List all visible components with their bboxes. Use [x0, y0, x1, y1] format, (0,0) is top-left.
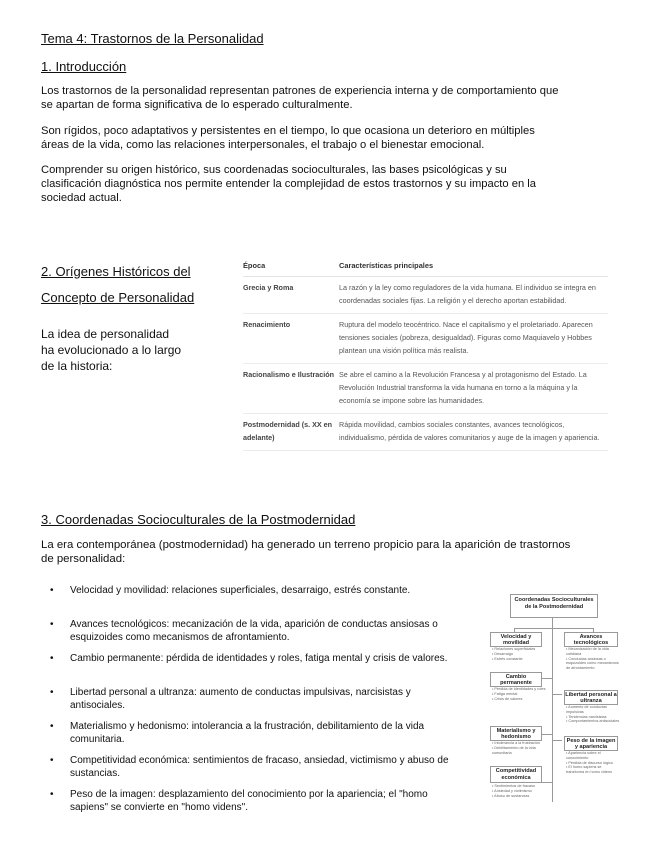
diagram-node-items: • Aumento de conductas impulsivas • Tendencias narcisistas • Comportamientos antisociales: [566, 705, 620, 724]
table-cell-desc: Rápida movilidad, cambios sociales constantes, avances tecnológicos, individualismo, pérdida de valores comunitarios y auge de la imagen y apariencia.: [339, 414, 608, 451]
table-row: [243, 414, 608, 451]
table-cell-epoch: Renacimiento: [243, 314, 339, 364]
bullet-icon: •: [50, 687, 54, 698]
table-row: [243, 364, 608, 414]
table-row: [243, 277, 608, 314]
diagram-node-items: • Relaciones superficiales • Desarraigo • Estrés constante: [492, 647, 536, 661]
history-table: [243, 258, 608, 451]
intro-paragraph-3: Comprender su origen histórico, sus coordenadas socioculturales, las bases psicológicas y su clasificación diagnóstica nos permite entender la complejidad de estos trastornos y su impacto en la sociedad actual.: [41, 164, 537, 204]
intro-paragraph-2: Son rígidos, poco adaptativos y persistentes en el tiempo, lo que ocasiona un deterioro en múltiples áreas de la vida, como las relaciones interpersonales, el trabajo o el bienestar emocional.: [41, 125, 535, 151]
diagram-node: Avances tecnológicos: [564, 632, 618, 647]
diagram-node: Cambio permanente: [490, 672, 542, 687]
bullet-icon: •: [50, 755, 54, 766]
section-2-intro: La idea de personalidad ha evolucionado a lo largo de la historia:: [41, 327, 182, 373]
sociocultural-diagram: [486, 590, 620, 820]
section-3-heading: 3. Coordenadas Socioculturales de la Postmodernidad: [41, 512, 356, 527]
diagram-node: Materialismo y hedonismo: [490, 726, 542, 741]
diagram-node-items: • Mecanización de la vida cotidiana • Conductas ansiosas o esquizoides como mecanismos de afrontamiento: [566, 647, 619, 671]
intro-paragraph-1: Los trastornos de la personalidad representan patrones de experiencia interna y de comportamiento que se apartan de forma significativa de lo esperado culturalmente.: [41, 85, 559, 111]
diagram-node-items: • Intolerancia a la frustración • Debilitamiento de la vida comunitaria: [492, 741, 540, 755]
diagram-node: Peso de la imagen y apariencia: [564, 736, 618, 751]
table-header-characteristics: Características principales: [339, 258, 608, 277]
diagram-node: Competitividad económica: [490, 766, 542, 783]
diagram-node-items: • Apariencia sobre el conocimiento • Pérdida de discurso lógico • El homo sapiens se transforma en homo videns: [566, 751, 613, 775]
bullet-icon: •: [50, 585, 54, 596]
section-3-intro: La era contemporánea (postmodernidad) ha generado un terreno propicio para la aparición de trastornos de personalidad:: [41, 539, 571, 565]
page-title: Tema 4: Trastornos de la Personalidad: [41, 31, 264, 46]
table-cell-epoch: Racionalismo e Ilustración: [243, 364, 339, 414]
diagram-title-node: Coordenadas Socioculturales de la Postmodernidad: [510, 594, 598, 618]
diagram-node-items: • Sentimientos de fracaso • Ansiedad y victimismo • Abuso de sustancias: [492, 784, 536, 798]
bullet-icon: •: [50, 789, 54, 800]
table-row: [243, 314, 608, 364]
table-cell-epoch: Postmodernidad (s. XX en adelante): [243, 414, 339, 451]
bullet-icon: •: [50, 653, 54, 664]
diagram-node-items: • Pérdida de identidades y roles • Fatiga mental • Crisis de valores: [492, 687, 546, 701]
table-cell-desc: La razón y la ley como reguladores de la vida humana. El individuo se integra en coordenadas sociales fijas. La religión y el derecho aportan estabilidad.: [339, 277, 608, 314]
table-cell-epoch: Grecia y Roma: [243, 277, 339, 314]
bullet-icon: •: [50, 619, 54, 630]
section-2-heading-line1: 2. Orígenes Históricos del: [41, 264, 191, 279]
diagram-node: Libertad personal a ultranza: [565, 691, 617, 704]
section-2-heading-line2: Concepto de Personalidad: [41, 290, 195, 305]
table-header-epoch: Época: [243, 258, 339, 277]
table-cell-desc: Se abre el camino a la Revolución Francesa y al protagonismo del Estado. La Revolución Industrial transforma la vida humana en torno a la máquina y la economía se impone sobre las humanidades.: [339, 364, 608, 414]
section-1-heading: 1. Introducción: [41, 59, 127, 74]
bullet-icon: •: [50, 721, 54, 732]
table-cell-desc: Ruptura del modelo teocéntrico. Nace el capitalismo y el proletariado. Aparecen tensiones sociales (pobreza, desigualdad). Figuras como Maquiavelo y Hobbes plantean una visión política más realista.: [339, 314, 608, 364]
diagram-node: Velocidad y movilidad: [490, 632, 542, 647]
